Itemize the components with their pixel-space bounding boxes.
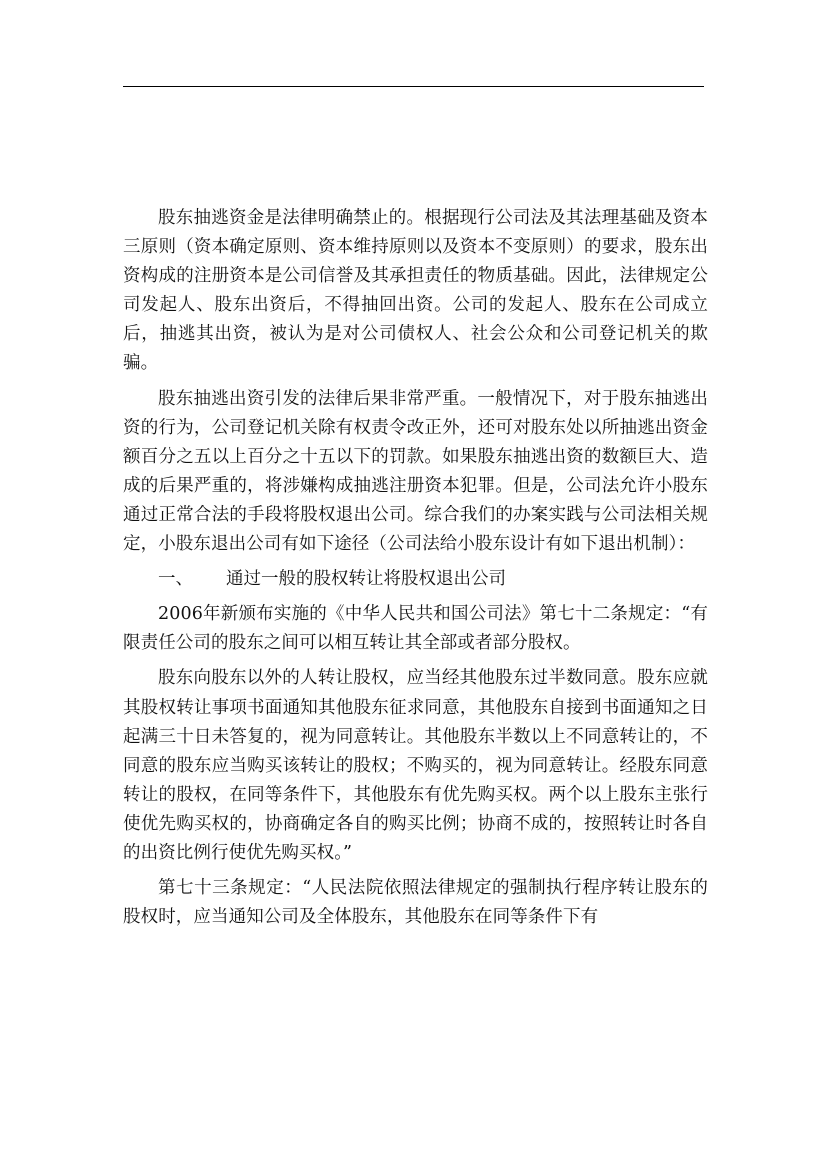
section-heading <box>123 565 708 594</box>
paragraph-article-72: 2006年新颁布实施的《中华人民共和国公司法》第七十二条规定：“有限责任公司的股东之间可以相互转让其全部或者部分股权。 <box>123 604 708 654</box>
paragraph-article-73: 第七十三条规定：“人民法院依照法律规定的强制执行程序转让股东的股权时，应当通知公司及全体股东，其他股东在同等条件下有 <box>123 878 708 928</box>
document-body <box>123 204 708 938</box>
paragraph-legal-consequences: 股东抽逃出资引发的法律后果非常严重。一般情况下，对于股东抽逃出资的行为，公司登记机关除有权责令改正外，还可对股东处以所抽逃出资金额百分之五以上百分之十五以下的罚款。如果股东抽逃出资的数额巨大、造成的后果严重的，将涉嫌构成抽逃注册资本犯罪。但是，公司法允许小股东通过正常合法的手段将股权退出公司。综合我们的办案实践与公司法相关规定，小股东退出公司有如下途径（公司法给小股东设计有如下退出机制）： <box>123 388 708 555</box>
section-heading-number: 一、 <box>158 569 193 590</box>
paragraph-transfer-to-outsiders: 股东向股东以外的人转让股权，应当经其他股东过半数同意。股东应就其股权转让事项书面通知其他股东征求同意，其他股东自接到书面通知之日起满三十日未答复的，视为同意转让。其他股东半数以上不同意转让的，不同意的股东应当购买该转让的股权；不购买的，视为同意转让。经股东同意转让的股权，在同等条件下，其他股东有优先购买权。两个以上股东主张行使优先购买权的，协商确定各自的购买比例；协商不成的，按照转让时各自的出资比例行使优先购买权。” <box>123 668 708 863</box>
paragraph-capital-withdrawal-prohibited: 股东抽逃资金是法律明确禁止的。根据现行公司法及其法理基础及资本三原则（资本确定原则、资本维持原则以及资本不变原则）的要求，股东出资构成的注册资本是公司信誉及其承担责任的物质基础。因此，法律规定公司发起人、股东出资后，不得抽回出资。公司的发起人、股东在公司成立后，抽逃其出资，被认为是对公司债权人、社会公众和公司登记机关的欺骗。 <box>123 208 708 374</box>
section-heading-text: 通过一般的股权转让将股权退出公司 <box>226 569 506 590</box>
header-rule <box>123 86 704 87</box>
